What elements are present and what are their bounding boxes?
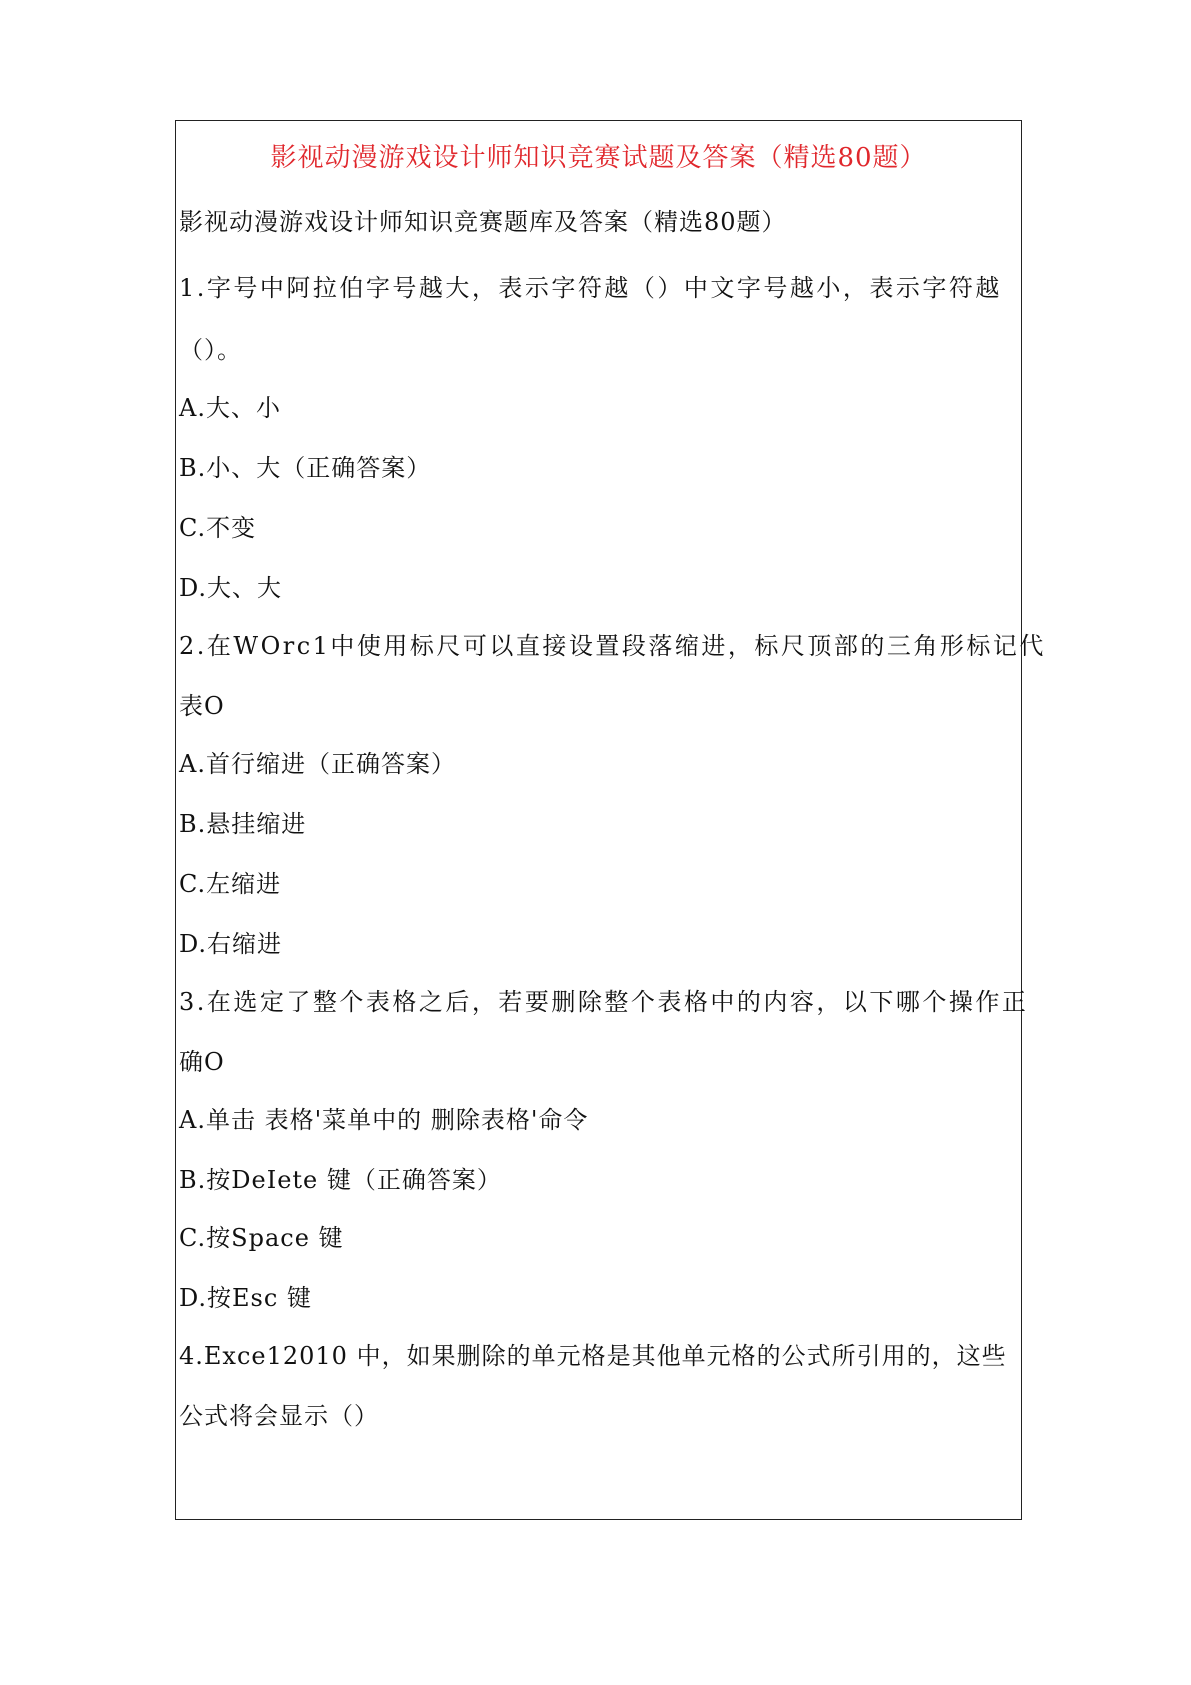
question-2-option-b: B.悬挂缩进 [179, 810, 307, 838]
question-2-text-line-1: 2.在WOrc1中使用标尺可以直接设置段落缩进，标尺顶部的三角形标记代 [179, 632, 1046, 660]
question-4-text-line-1: 4.Exce12010 中，如果删除的单元格是其他单元格的公式所引用的，这些 [179, 1342, 1007, 1370]
question-1-option-a: A.大、小 [179, 394, 281, 422]
question-2-option-d: D.右缩进 [179, 930, 283, 958]
question-1-option-b: B.小、大（正确答案） [179, 454, 432, 482]
question-3-text-line-1: 3.在选定了整个表格之后，若要删除整个表格中的内容，以下哪个操作正 [179, 988, 1029, 1016]
document-title: 影视动漫游戏设计师知识竞赛试题及答案（精选80题） [270, 143, 927, 173]
question-2-option-a: A.首行缩进（正确答案） [179, 750, 456, 778]
question-2-option-c: C.左缩进 [179, 870, 282, 898]
question-1-option-d: D.大、大 [179, 574, 283, 602]
question-3-option-b: B.按DeIete 键（正确答案） [179, 1166, 502, 1194]
question-3-text-line-2: 确O [179, 1048, 225, 1076]
document-frame [175, 120, 1046, 1520]
question-1-text-line-1: 1.字号中阿拉伯字号越大，表示字符越（）中文字号越小，表示字符越 [179, 274, 1002, 302]
question-2-text-line-2: 表O [179, 692, 225, 720]
question-3-option-d: D.按Esc 键 [179, 1284, 312, 1312]
document-subtitle: 影视动漫游戏设计师知识竞赛题库及答案（精选80题） [179, 208, 787, 236]
question-3-option-c: C.按Space 键 [179, 1224, 344, 1252]
question-3-option-a: A.单击 表格'菜单中的 删除表格'命令 [179, 1106, 589, 1134]
question-4-text-line-2: 公式将会显示（） [179, 1402, 379, 1430]
question-1-option-c: C.不变 [179, 514, 257, 542]
question-1-text-line-2: （）。 [179, 336, 242, 364]
